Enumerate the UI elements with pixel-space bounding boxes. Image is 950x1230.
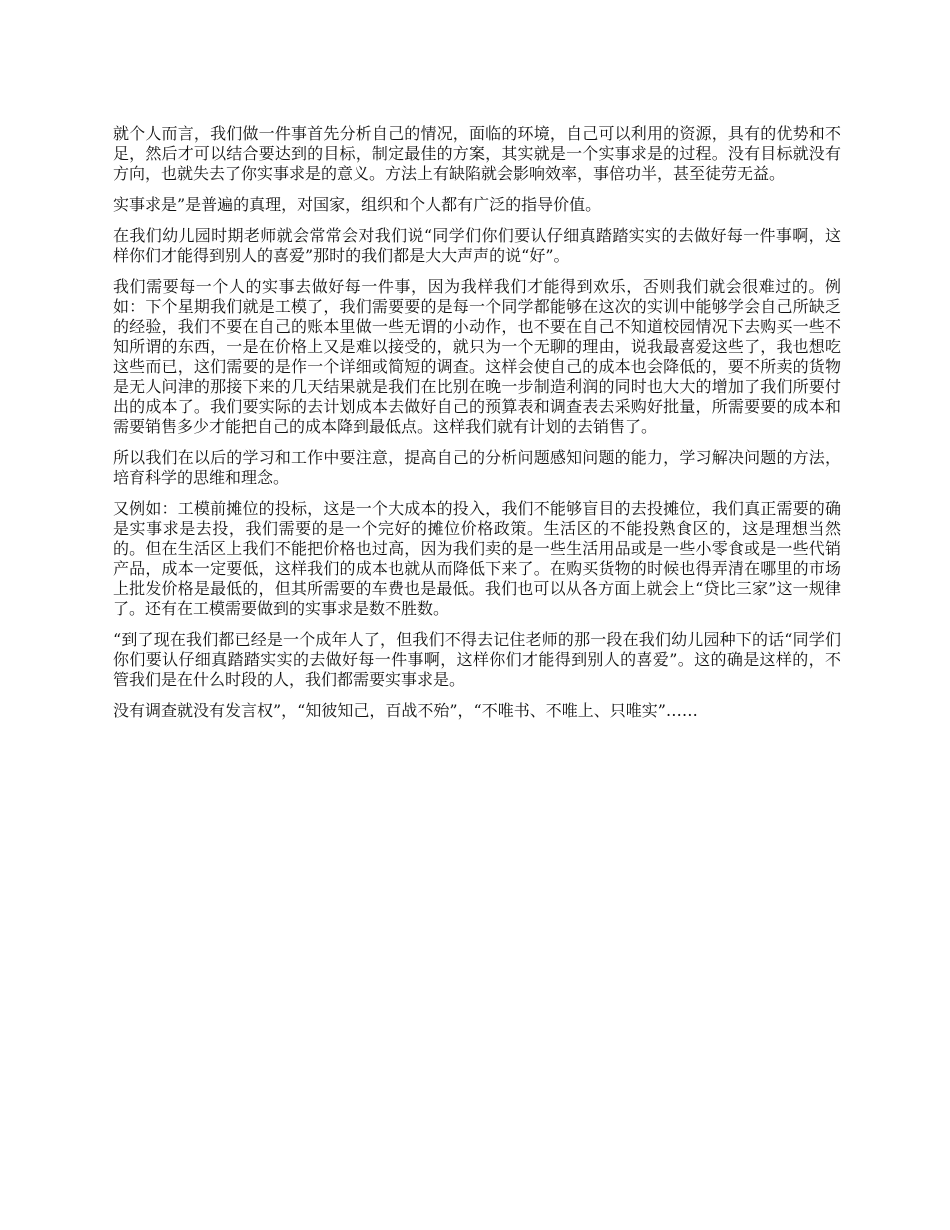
paragraph-6: 又例如：工模前摊位的投标，这是一个大成本的投入，我们不能够盲目的去投摊位，我们真正需要的确是实事求是去投，我们需要的是一个完好的摊位价格政策。生活区的不能投熟食区的，这是理想当然的。但在生活区上我们不能把价格也过高，因为我们卖的是一些生活用品或是一些小零食或是一些代销产品，成本一定要低，这样我们的成本也就从而降低下来了。在购买货物的时候也得弄清在哪里的市场上批发价格是最低的，但其所需要的车费也是最低。我们也可以从各方面上就会上“贷比三家”这一规律了。还有在工模需要做到的实事求是数不胜数。 xyxy=(113,499,841,618)
paragraph-5: 所以我们在以后的学习和工作中要注意，提高自己的分析问题感知问题的能力，学习解决问题的方法，培育科学的思维和理念。 xyxy=(113,448,841,487)
paragraph-1: 就个人而言，我们做一件事首先分析自己的情况，面临的环境，自己可以利用的资源，具有的优势和不足，然后才可以结合要达到的目标，制定最佳的方案，其实就是一个实事求是的过程。没有目标就没有方向，也就失去了你实事求是的意义。方法上有缺陷就会影响效率，事倍功半，甚至徒劳无益。 xyxy=(113,124,841,183)
paragraph-2: 实事求是”是普遍的真理，对国家，组织和个人都有广泛的指导价值。 xyxy=(113,195,602,214)
document-body xyxy=(113,124,841,732)
paragraph-7: “到了现在我们都已经是一个成年人了，但我们不得去记住老师的那一段在我们幼儿园种下的话“同学们你们要认仔细真踏踏实实的去做好每一件事啊，这样你们才能得到别人的喜爱”。这的确是这样的，不管我们是在什么时段的人，我们都需要实事求是。 xyxy=(113,630,841,689)
paragraph-4: 我们需要每一个人的实事去做好每一件事，因为我样我们才能得到欢乐，否则我们就会很难过的。例如：下个星期我们就是工模了，我们需要要的是每一个同学都能够在这次的实训中能够学会自己所缺乏的经验，我们不要在自己的账本里做一些无谓的小动作，也不要在自己不知道校园情况下去购买一些不知所谓的东西，一是在价格上又是难以接受的，就只为一个无聊的理由，说我最喜爱这些了，我也想吃这些而已，这们需要的是作一个详细或简短的调查。这样会使自己的成本也会降低的，要不所卖的货物是无人问津的那接下来的几天结果就是我们在比别在晚一步制造利润的同时也大大的增加了我们所要付出的成本了。我们要实际的去计划成本去做好自己的预算表和调查表去采购好批量，所需要要的成本和需要销售多少才能把自己的成本降到最低点。这样我们就有计划的去销售了。 xyxy=(113,277,841,436)
paragraph-8: 没有调查就没有发言权”，“知彼知己，百战不殆”，“不唯书、不唯上、只唯实”…… xyxy=(113,701,698,720)
paragraph-3: 在我们幼儿园时期老师就会常常会对我们说“同学们你们要认仔细真踏踏实实的去做好每一件事啊，这样你们才能得到别人的喜爱”那时的我们都是大大声声的说“好”。 xyxy=(113,226,841,265)
